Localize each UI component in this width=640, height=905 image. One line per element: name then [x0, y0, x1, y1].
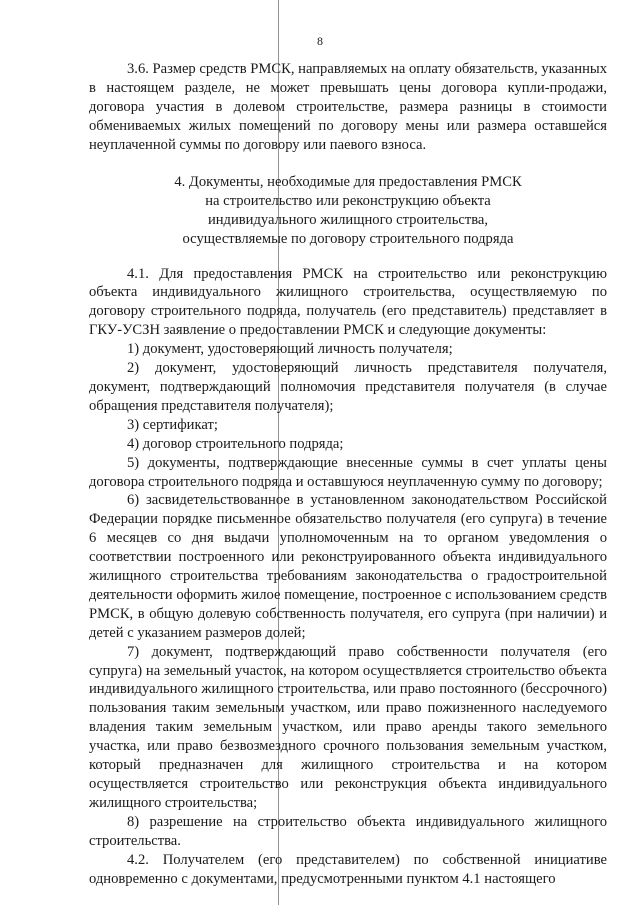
list-item-3: 3) сертификат;	[127, 416, 218, 433]
list-item-6: 6) засвидетельствованное в установленном законодательством Российской Федерации порядке письменное обязательство получателя (его супруга) в течение 6 месяцев со дня выдачи уполномоченным на то органом уведомления о соответствии построенного или реконструированного объекта индивидуального жилищного строительства требованиям законодательства о градостроительной деятельности оформить жилое помещение, построенное с использованием средств РМСК, в общую долевую собственность получателя, его супруга (при наличии) и детей с указанием размеров долей;	[89, 492, 607, 641]
section-heading-line-4: осуществляемые по договору строительного подряда	[182, 230, 514, 247]
list-item-5: 5) документы, подтверждающие внесенные суммы в счет уплаты цены договора строительного подряда и оставшуюся неуплаченную сумму по договору;	[89, 454, 607, 490]
list-item-8: 8) разрешение на строительство объекта индивидуального жилищного строительства.	[89, 813, 607, 849]
page-number: 8	[317, 34, 323, 48]
paragraph-4-2: 4.2. Получателем (его представителем) по собственной инициативе одновременно с документами, предусмотренными пунктом 4.1 настоящего	[89, 851, 607, 887]
section-heading	[89, 173, 607, 249]
section-heading-line-2: на строительство или реконструкцию объекта	[205, 192, 491, 209]
list-item-4: 4) договор строительного подряда;	[127, 435, 344, 452]
list-item-1: 1) документ, удостоверяющий личность получателя;	[127, 341, 453, 358]
paragraph-3-6: 3.6. Размер средств РМСК, направляемых на оплату обязательств, указанных в настоящем разделе, не может превышать цены договора купли-продажи, договора участия в долевом строительстве, размера разницы в стоимости обмениваемых жилых помещений по договору мены или размера оставшейся неуплаченной суммы по договору или паевого взноса.	[89, 61, 607, 153]
list-item-7: 7) документ, подтверждающий право собственности получателя (его супруга) на земельный участок, на котором осуществляется строительство объекта индивидуального жилищного строительства, или право постоянного (бессрочного) пользования таким земельным участком, или право пожизненного наследуемого владения таким земельным участком, или право аренды такого земельного участка, или право безвозмездного срочного пользования земельным участком, который предназначен для жилищного строительства и на котором осуществляется строительство или реконструкция объекта индивидуального жилищного строительства;	[89, 643, 607, 811]
section-heading-line-1: 4. Документы, необходимые для предоставления РМСК	[174, 173, 522, 190]
paragraph-4-1: 4.1. Для предоставления РМСК на строительство или реконструкцию объекта индивидуального жилищного строительства, осуществляемую по договору строительного подряда, получатель (его представитель) представляет в ГКУ-УСЗН заявление о предоставлении РМСК и следующие документы:	[89, 265, 607, 339]
section-heading-line-3: индивидуального жилищного строительства,	[207, 211, 489, 228]
list-item-2: 2) документ, удостоверяющий личность представителя получателя, документ, подтверждающий полномочия представителя получателя (в случае обращения представителя получателя);	[89, 360, 607, 414]
document-body	[89, 60, 607, 888]
